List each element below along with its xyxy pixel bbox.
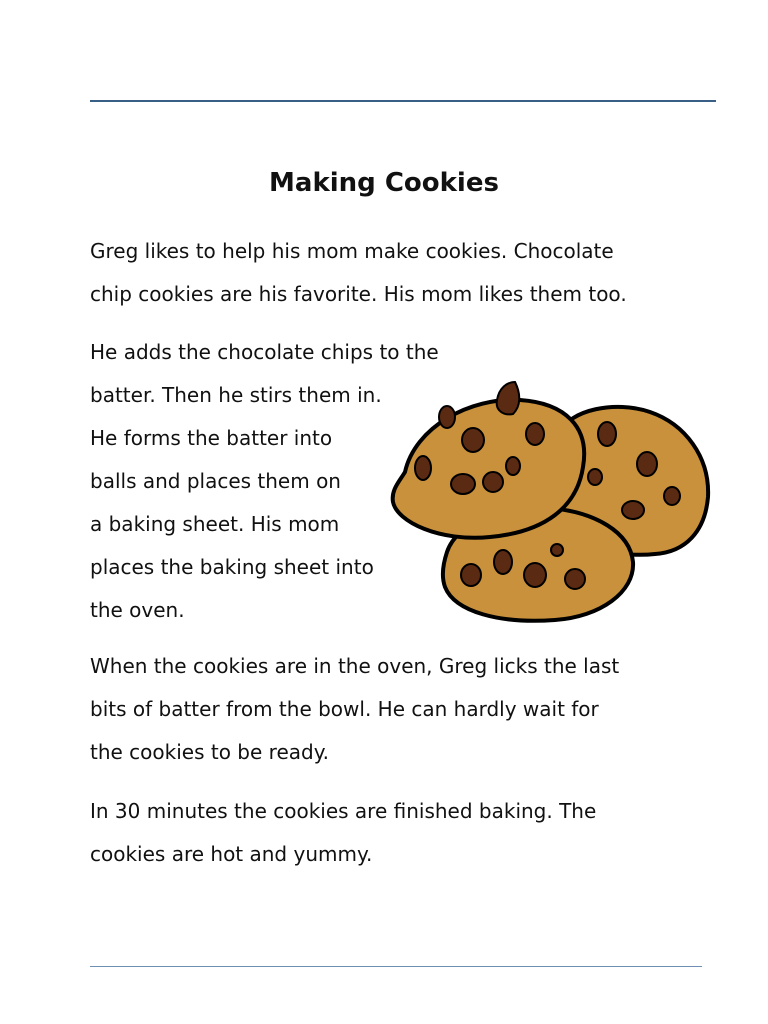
page-title: Making Cookies	[269, 168, 499, 198]
paragraph-line: chip cookies are his favorite. His mom likes them too.	[90, 282, 627, 306]
cookie-left	[393, 382, 584, 538]
paragraph-line: the oven.	[90, 598, 185, 622]
top-divider	[90, 100, 716, 102]
paragraph-1	[90, 230, 730, 316]
paragraph-4	[90, 790, 730, 876]
paragraph-line: cookies are hot and yummy.	[90, 842, 373, 866]
paragraph-line: places the baking sheet into	[90, 555, 374, 579]
paragraph-line: balls and places them on	[90, 469, 341, 493]
paragraph-2	[90, 331, 439, 632]
paragraph-line: a baking sheet. His mom	[90, 512, 340, 536]
paragraph-line: He forms the batter into	[90, 426, 333, 450]
paragraph-line: Greg likes to help his mom make cookies. Chocolate	[90, 239, 614, 263]
paragraph-line: batter. Then he stirs them in.	[90, 383, 382, 407]
paragraph-line: In 30 minutes the cookies are finished baking. The	[90, 799, 597, 823]
paragraph-line: When the cookies are in the oven, Greg licks the last	[90, 654, 620, 678]
paragraph-line: bits of batter from the bowl. He can hardly wait for	[90, 697, 599, 721]
bottom-divider	[90, 966, 702, 967]
paragraph-line: the cookies to be ready.	[90, 740, 330, 764]
paragraph-line: He adds the chocolate chips to the	[90, 340, 439, 364]
paragraph-3	[90, 645, 730, 774]
chocolate-chip-cookies-illustration	[385, 372, 715, 624]
